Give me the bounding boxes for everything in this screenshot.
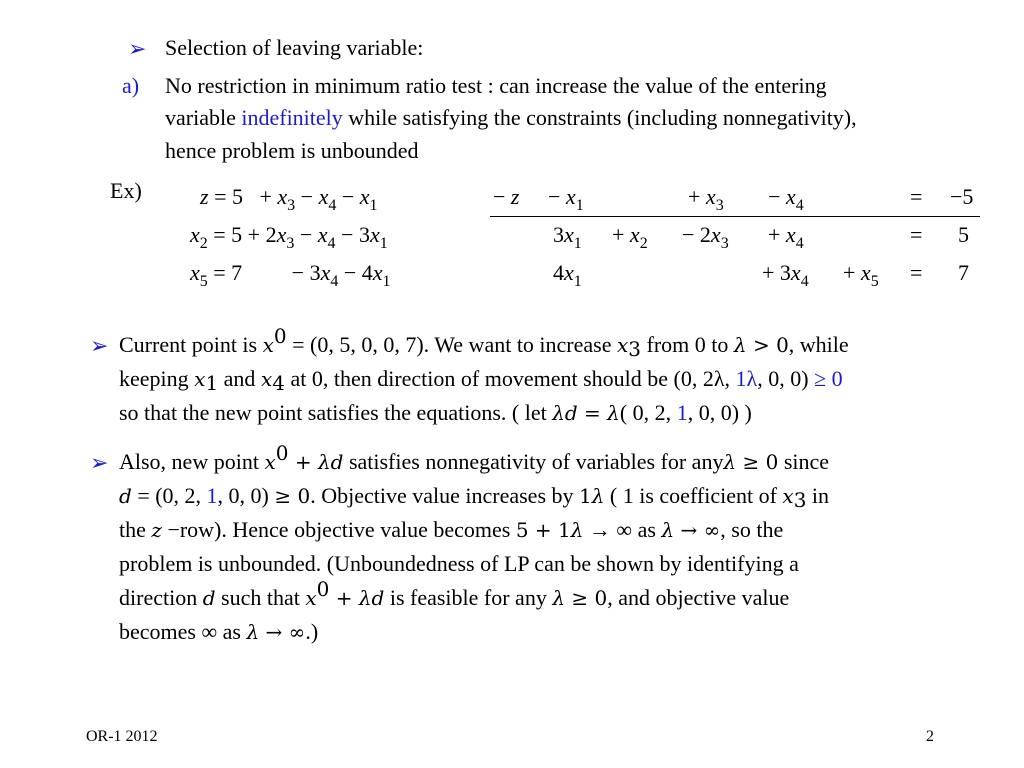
arrow-bullet-icon: ➢ <box>128 36 147 61</box>
footer-label: OR-1 2012 <box>86 728 158 745</box>
tableau-row2-equals: = <box>910 260 923 285</box>
para2-line2: d = (0, 2, 1, 0, 0) ≥ 0. Objective value increases by 1λ ( 1 is coefficient of $x_3$ in <box>119 483 830 512</box>
page-number: 2 <box>926 728 934 745</box>
indefinitely-emphasis: indefinitely <box>241 105 343 130</box>
para1-line1: Current point is $x^0 = (0$, 5, 0, 0, 7). We want to increase $x_3$ from 0 to λ > 0, while <box>119 324 849 361</box>
tableau-row1-x3: − $2x_3$ <box>682 222 729 252</box>
arrow-bullet-icon: ➢ <box>90 333 109 358</box>
tableau-row0-x4: − $x_4$ <box>768 184 804 214</box>
tableau-row2-x1: $4x_1$ <box>553 260 582 290</box>
para2-line1: Also, new point $x^0 + \lambda d$ satisfies nonnegativity of variables for anyλ ≥ 0 since <box>119 441 830 474</box>
equation-x2: $x_2 = 5 + 2x_3 - x_4 - 3x_1$ <box>190 222 388 252</box>
tableau-divider <box>490 216 980 217</box>
item-a-line3: hence problem is unbounded <box>165 138 419 163</box>
item-marker: a) <box>122 73 140 98</box>
tableau-row2-x5: + $x_5$ <box>843 260 879 290</box>
tableau-row1-x4: + $x_4$ <box>768 222 804 252</box>
tableau-row1-equals: = <box>910 222 923 247</box>
tableau-row0-rhs: −5 <box>950 184 974 209</box>
tableau-row1-rhs: 5 <box>958 222 969 247</box>
item-a-line1: No restriction in minimum ratio test : can increase the value of the entering <box>165 73 827 98</box>
tableau-row0-equals: = <box>910 184 923 209</box>
para2-line6: becomes ∞ as λ → ∞.) <box>119 619 319 644</box>
leaving-variable-heading: Selection of leaving variable: <box>165 35 424 60</box>
tableau-row0-x1: − $x_1$ <box>548 184 584 214</box>
tableau-row2-rhs: 7 <box>958 260 969 285</box>
item-a-line2: variable indefinitely while satisfying the constraints (including nonnegativity), <box>165 105 857 130</box>
tableau-row0-z: − z <box>493 184 520 209</box>
equation-z: $z = 5 + x_3 - x_4 - x_1$ <box>200 184 378 214</box>
para1-line2: keeping $x_1$ and $x_4$ at 0, then direction of movement should be (0, 2λ, 1λ, 0, 0) ≥ 0 <box>119 366 843 395</box>
tableau-row1-x1: $3x_1$ <box>553 222 582 252</box>
para1-line3: so that the new point satisfies the equations. ( let λd = λ( 0, 2, 1, 0, 0) ) <box>119 400 752 425</box>
para2-line3: the z −row). Hence objective value becomes 5 + 1λ → ∞ as λ → ∞, so the <box>119 517 784 542</box>
equation-x5: $x_5 = 7$ − $3x_4 - 4x_1$ <box>190 260 391 290</box>
tableau-row2-x4: + $3x_4$ <box>762 260 809 290</box>
para2-line4: problem is unbounded. (Unboundedness of LP can be shown by identifying a <box>119 551 799 576</box>
para2-line5: direction d such that $x^0 + \lambda d$ is feasible for any λ ≥ 0, and objective value <box>119 577 790 610</box>
example-label: Ex) <box>110 178 142 203</box>
tableau-row1-x2: + $x_2$ <box>612 222 648 252</box>
tableau-row0-x3: + $x_3$ <box>688 184 724 214</box>
arrow-bullet-icon: ➢ <box>90 450 109 475</box>
